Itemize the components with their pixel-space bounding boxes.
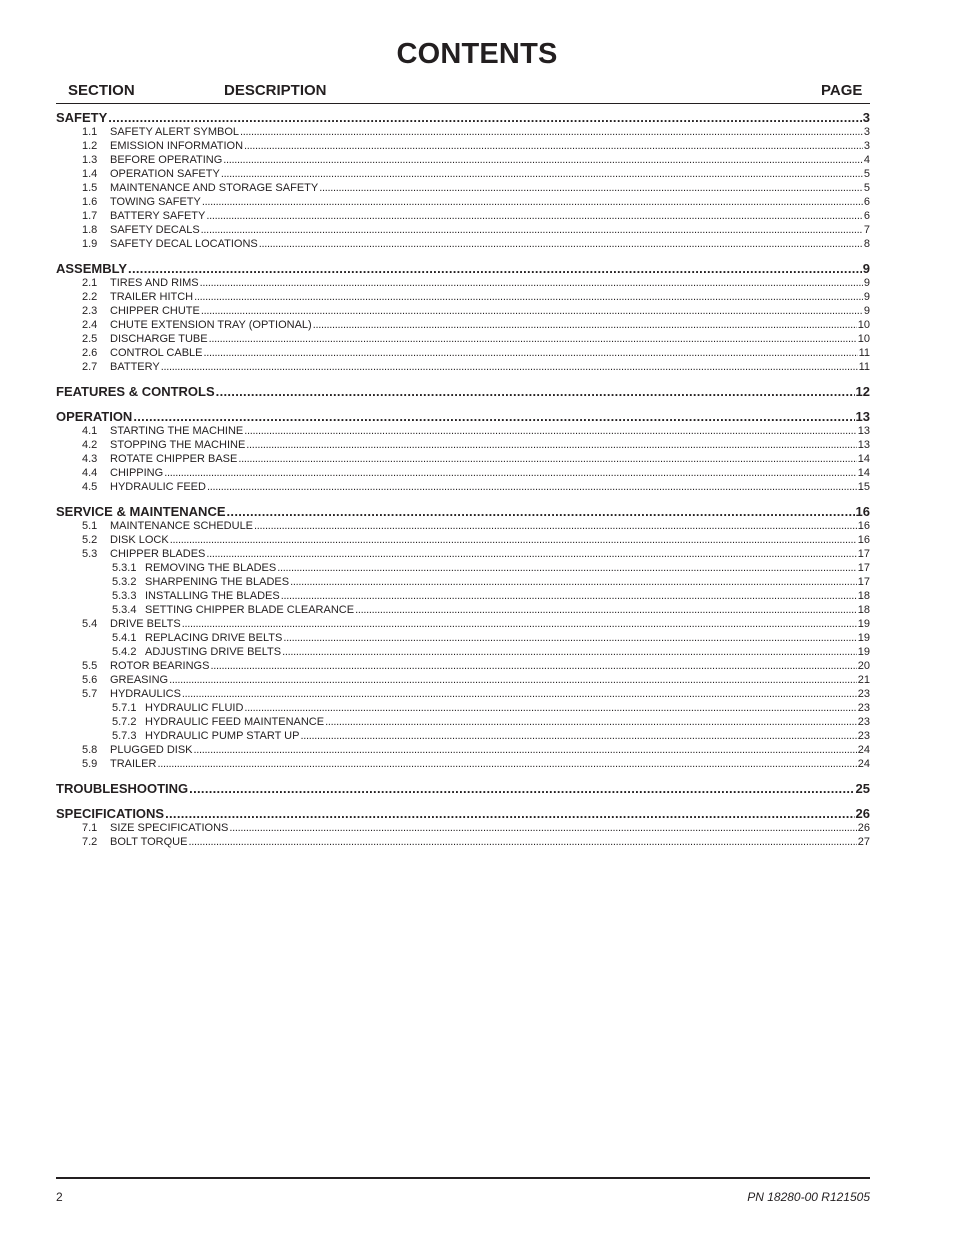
toc-subsection-entry[interactable] <box>56 304 870 318</box>
toc-subsection-entry[interactable] <box>56 673 870 687</box>
toc-subsection-number: 2.4 <box>82 319 98 331</box>
toc-subsection-page: 23 <box>857 688 870 700</box>
toc-section-page: 12 <box>855 384 870 399</box>
toc-subsection-page: 11 <box>858 347 870 359</box>
toc-section-label: SAFETY <box>56 110 108 125</box>
toc-subsection-entry[interactable] <box>56 645 870 659</box>
toc-subsection-page: 19 <box>857 618 870 630</box>
dot-leader <box>259 237 863 251</box>
dot-leader <box>238 452 856 466</box>
toc-subsection-page: 14 <box>857 467 870 479</box>
toc-subsection-number: 5.3.4 <box>112 604 137 616</box>
dot-leader <box>164 466 857 480</box>
toc-subsection-number: 5.5 <box>82 660 98 672</box>
toc-subsection-number: 1.9 <box>82 238 98 250</box>
toc-subsection-page: 19 <box>857 646 870 658</box>
toc-subsection-number: 1.2 <box>82 140 98 152</box>
dot-leader <box>189 781 854 796</box>
toc-subsection-entry[interactable] <box>56 821 870 835</box>
toc-subsection-page: 5 <box>863 182 870 194</box>
toc-subsection-label: HYDRAULIC PUMP START UP <box>145 730 300 742</box>
toc-subsection-label: BOLT TORQUE <box>110 836 188 848</box>
dot-leader <box>202 195 863 209</box>
dot-leader <box>133 409 854 424</box>
toc-subsection-entry[interactable] <box>56 195 870 209</box>
toc-subsection-label: SHARPENING THE BLADES <box>145 576 290 588</box>
dot-leader <box>244 701 856 715</box>
dot-leader <box>170 533 857 547</box>
toc-section-page: 3 <box>862 110 870 125</box>
dot-leader <box>209 332 857 346</box>
toc-subsection-page: 5 <box>863 168 870 180</box>
toc-subsection-number: 2.1 <box>82 277 98 289</box>
toc-subsection-entry[interactable] <box>56 547 870 561</box>
toc-subsection-label: SAFETY DECALS <box>110 224 200 236</box>
toc-subsection-number: 1.4 <box>82 168 98 180</box>
toc-subsection-entry[interactable] <box>56 480 870 494</box>
toc-subsection-number: 7.2 <box>82 836 98 848</box>
toc-subsection-page: 16 <box>857 520 870 532</box>
dot-leader <box>246 438 856 452</box>
dot-leader <box>200 276 863 290</box>
toc-section-label: SERVICE & MAINTENANCE <box>56 504 226 519</box>
footer-divider <box>56 1177 870 1179</box>
footer-part-number: PN 18280-00 R121505 <box>747 1190 870 1204</box>
toc-subsection-entry[interactable] <box>56 276 870 290</box>
toc-subsection-label: CHIPPING <box>110 467 164 479</box>
toc-subsection-label: DRIVE BELTS <box>110 618 181 630</box>
toc-subsection-entry[interactable] <box>56 519 870 533</box>
toc-subsection-number: 1.1 <box>82 126 98 138</box>
toc-subsection-label: CONTROL CABLE <box>110 347 203 359</box>
toc-subsection-number: 5.7.2 <box>112 716 137 728</box>
toc-subsection-entry[interactable] <box>56 223 870 237</box>
toc-subsection-page: 18 <box>857 604 870 616</box>
dot-leader <box>210 659 856 673</box>
toc-section-label: SPECIFICATIONS <box>56 806 165 821</box>
toc-subsection-number: 5.9 <box>82 758 98 770</box>
toc-subsection-label: HYDRAULICS <box>110 688 181 700</box>
dot-leader <box>244 139 863 153</box>
toc-subsection-page: 23 <box>857 730 870 742</box>
toc-subsection-number: 1.3 <box>82 154 98 166</box>
toc-subsection-label: ROTOR BEARINGS <box>110 660 210 672</box>
toc-section-page: 16 <box>855 504 870 519</box>
dot-leader <box>319 181 863 195</box>
toc-subsection-label: PLUGGED DISK <box>110 744 193 756</box>
toc-subsection-entry[interactable] <box>56 139 870 153</box>
dot-leader <box>188 835 856 849</box>
toc-section-entry[interactable] <box>56 384 870 399</box>
toc-subsection-label: ROTATE CHIPPER BASE <box>110 453 238 465</box>
toc-subsection-entry[interactable] <box>56 631 870 645</box>
toc-subsection-number: 2.2 <box>82 291 98 303</box>
toc-subsection-page: 13 <box>857 439 870 451</box>
toc-subsection-label: GREASING <box>110 674 169 686</box>
toc-subsection-label: BEFORE OPERATING <box>110 154 223 166</box>
toc-subsection-entry[interactable] <box>56 729 870 743</box>
dot-leader <box>227 504 855 519</box>
toc-subsection-label: CHIPPER CHUTE <box>110 305 200 317</box>
toc-subsection-page: 9 <box>863 305 870 317</box>
toc-subsection-number: 2.6 <box>82 347 98 359</box>
toc-subsection-label: DISK LOCK <box>110 534 169 546</box>
toc-subsection-label: TRAILER HITCH <box>110 291 194 303</box>
toc-subsection-entry[interactable] <box>56 835 870 849</box>
toc-subsection-page: 6 <box>863 196 870 208</box>
toc-subsection-number: 5.4.1 <box>112 632 137 644</box>
toc-subsection-entry[interactable] <box>56 687 870 701</box>
toc-section-label: TROUBLESHOOTING <box>56 781 189 796</box>
toc-subsection-label: TIRES AND RIMS <box>110 277 199 289</box>
toc-subsection-label: SAFETY ALERT SYMBOL <box>110 126 239 138</box>
dot-leader <box>281 589 857 603</box>
toc-subsection-page: 14 <box>857 453 870 465</box>
dot-leader <box>201 304 863 318</box>
dot-leader <box>325 715 857 729</box>
toc-subsection-entry[interactable] <box>56 318 870 332</box>
toc-subsection-page: 9 <box>863 291 870 303</box>
toc-section-entry[interactable] <box>56 781 870 796</box>
toc-subsection-page: 3 <box>863 140 870 152</box>
toc-section-page: 26 <box>855 806 870 821</box>
dot-leader <box>206 209 863 223</box>
toc-subsection-entry[interactable] <box>56 617 870 631</box>
toc-subsection-number: 2.7 <box>82 361 98 373</box>
toc-subsection-number: 5.7.1 <box>112 702 137 714</box>
toc-subsection-entry[interactable] <box>56 533 870 547</box>
toc-subsection-entry[interactable] <box>56 659 870 673</box>
toc-subsection-page: 9 <box>863 277 870 289</box>
toc-subsection-entry[interactable] <box>56 125 870 139</box>
dot-leader <box>194 290 863 304</box>
dot-leader <box>355 603 857 617</box>
toc-subsection-label: STOPPING THE MACHINE <box>110 439 246 451</box>
toc-subsection-entry[interactable] <box>56 757 870 771</box>
toc-subsection-label: BATTERY <box>110 361 160 373</box>
dot-leader <box>182 687 857 701</box>
toc-subsection-page: 17 <box>857 562 870 574</box>
toc-subsection-entry[interactable] <box>56 209 870 223</box>
toc-subsection-number: 5.3.1 <box>112 562 137 574</box>
toc-subsection-page: 26 <box>857 822 870 834</box>
toc-subsection-page: 18 <box>857 590 870 602</box>
toc-subsection-entry[interactable] <box>56 743 870 757</box>
toc-subsection-number: 4.2 <box>82 439 98 451</box>
dot-leader <box>282 645 857 659</box>
toc-subsection-page: 24 <box>857 744 870 756</box>
toc-subsection-entry[interactable] <box>56 452 870 466</box>
toc-subsection-number: 1.5 <box>82 182 98 194</box>
dot-leader <box>313 318 857 332</box>
toc-subsection-label: SAFETY DECAL LOCATIONS <box>110 238 258 250</box>
dot-leader <box>157 757 856 771</box>
toc-subsection-label: CHIPPER BLADES <box>110 548 206 560</box>
toc-subsection-page: 10 <box>857 333 870 345</box>
toc-subsection-label: DISCHARGE TUBE <box>110 333 208 345</box>
toc-subsection-number: 4.3 <box>82 453 98 465</box>
dot-leader <box>221 167 863 181</box>
dot-leader <box>277 561 857 575</box>
dot-leader <box>169 673 857 687</box>
toc-subsection-number: 1.6 <box>82 196 98 208</box>
toc-section-page: 9 <box>862 261 870 276</box>
toc-subsection-entry[interactable] <box>56 575 870 589</box>
toc-subsection-label: TRAILER <box>110 758 157 770</box>
dot-leader <box>194 743 857 757</box>
dot-leader <box>182 617 857 631</box>
toc-subsection-page: 23 <box>857 716 870 728</box>
toc-subsection-number: 4.4 <box>82 467 98 479</box>
toc-subsection-page: 16 <box>857 534 870 546</box>
toc-subsection-label: INSTALLING THE BLADES <box>145 590 280 602</box>
toc-subsection-page: 21 <box>857 674 870 686</box>
toc-subsection-page: 23 <box>857 702 870 714</box>
footer-page-number: 2 <box>56 1190 63 1204</box>
toc-subsection-number: 1.8 <box>82 224 98 236</box>
toc-subsection-page: 19 <box>857 632 870 644</box>
toc-section-entry[interactable] <box>56 504 870 519</box>
dot-leader <box>161 360 858 374</box>
toc-subsection-label: HYDRAULIC FLUID <box>145 702 244 714</box>
toc-subsection-number: 5.4 <box>82 618 98 630</box>
toc-subsection-page: 10 <box>857 319 870 331</box>
dot-leader <box>108 110 861 125</box>
dot-leader <box>207 480 857 494</box>
toc-subsection-label: SIZE SPECIFICATIONS <box>110 822 229 834</box>
toc-subsection-entry[interactable] <box>56 332 870 346</box>
toc-subsection-label: BATTERY SAFETY <box>110 210 206 222</box>
toc-subsection-label: MAINTENANCE AND STORAGE SAFETY <box>110 182 319 194</box>
toc-subsection-page: 4 <box>863 154 870 166</box>
dot-leader <box>206 547 856 561</box>
toc-subsection-label: HYDRAULIC FEED MAINTENANCE <box>145 716 325 728</box>
dot-leader <box>216 384 855 399</box>
toc-subsection-label: TOWING SAFETY <box>110 196 201 208</box>
toc-subsection-number: 5.3.3 <box>112 590 137 602</box>
header-divider <box>56 103 870 104</box>
dot-leader <box>300 729 856 743</box>
toc-subsection-label: REMOVING THE BLADES <box>145 562 277 574</box>
dot-leader <box>201 223 863 237</box>
toc-subsection-entry[interactable] <box>56 561 870 575</box>
toc-subsection-number: 5.3 <box>82 548 98 560</box>
toc-section-page: 25 <box>855 781 870 796</box>
toc-subsection-number: 5.7.3 <box>112 730 137 742</box>
toc-subsection-number: 5.4.2 <box>112 646 137 658</box>
toc-section-entry[interactable] <box>56 261 870 276</box>
toc-subsection-entry[interactable] <box>56 237 870 251</box>
toc-subsection-label: OPERATION SAFETY <box>110 168 220 180</box>
toc-subsection-page: 17 <box>857 576 870 588</box>
dot-leader <box>229 821 856 835</box>
toc-subsection-page: 17 <box>857 548 870 560</box>
toc-subsection-number: 4.1 <box>82 425 98 437</box>
dot-leader <box>223 153 863 167</box>
toc-subsection-number: 1.7 <box>82 210 98 222</box>
toc-subsection-page: 24 <box>857 758 870 770</box>
toc-subsection-number: 5.6 <box>82 674 98 686</box>
page-title: CONTENTS <box>396 38 558 70</box>
dot-leader <box>244 424 857 438</box>
toc-section-label: OPERATION <box>56 409 133 424</box>
toc-subsection-entry[interactable] <box>56 360 870 374</box>
toc-subsection-entry[interactable] <box>56 424 870 438</box>
toc-subsection-page: 8 <box>863 238 870 250</box>
toc-section-label: FEATURES & CONTROLS <box>56 384 215 399</box>
toc-subsection-label: ADJUSTING DRIVE BELTS <box>145 646 282 658</box>
dot-leader <box>204 346 858 360</box>
toc-section-entry[interactable] <box>56 806 870 821</box>
toc-section-page: 13 <box>855 409 870 424</box>
description-column-header: DESCRIPTION <box>224 82 327 99</box>
dot-leader <box>128 261 862 276</box>
toc-subsection-number: 5.2 <box>82 534 98 546</box>
toc-subsection-page: 3 <box>863 126 870 138</box>
toc-subsection-page: 20 <box>857 660 870 672</box>
toc-subsection-number: 2.5 <box>82 333 98 345</box>
toc-subsection-number: 5.1 <box>82 520 98 532</box>
toc-subsection-entry[interactable] <box>56 589 870 603</box>
toc-subsection-number: 5.7 <box>82 688 98 700</box>
toc-subsection-page: 13 <box>857 425 870 437</box>
toc-section-entry[interactable] <box>56 409 870 424</box>
toc-subsection-number: 2.3 <box>82 305 98 317</box>
toc-subsection-page: 27 <box>857 836 870 848</box>
page-column-header: PAGE <box>821 82 863 99</box>
toc-subsection-label: REPLACING DRIVE BELTS <box>145 632 283 644</box>
toc-subsection-entry[interactable] <box>56 181 870 195</box>
toc-subsection-entry[interactable] <box>56 346 870 360</box>
toc-subsection-page: 6 <box>863 210 870 222</box>
dot-leader <box>240 125 863 139</box>
toc-subsection-label: HYDRAULIC FEED <box>110 481 206 493</box>
toc-subsection-label: SETTING CHIPPER BLADE CLEARANCE <box>145 604 355 616</box>
dot-leader <box>283 631 856 645</box>
toc-subsection-page: 7 <box>863 224 870 236</box>
toc-subsection-entry[interactable] <box>56 153 870 167</box>
toc-subsection-label: EMISSION INFORMATION <box>110 140 244 152</box>
toc-subsection-entry[interactable] <box>56 466 870 480</box>
toc-subsection-label: STARTING THE MACHINE <box>110 425 244 437</box>
toc-subsection-page: 15 <box>857 481 870 493</box>
toc-section-label: ASSEMBLY <box>56 261 128 276</box>
toc-subsection-entry[interactable] <box>56 167 870 181</box>
toc-subsection-number: 4.5 <box>82 481 98 493</box>
toc-subsection-entry[interactable] <box>56 603 870 617</box>
toc-subsection-label: CHUTE EXTENSION TRAY (OPTIONAL) <box>110 319 312 331</box>
dot-leader <box>165 806 854 821</box>
dot-leader <box>254 519 857 533</box>
toc-section-entry[interactable] <box>56 110 870 125</box>
toc-subsection-entry[interactable] <box>56 438 870 452</box>
toc-subsection-number: 7.1 <box>82 822 98 834</box>
table-of-contents <box>56 108 870 849</box>
toc-subsection-entry[interactable] <box>56 715 870 729</box>
dot-leader <box>290 575 857 589</box>
toc-subsection-number: 5.3.2 <box>112 576 137 588</box>
toc-subsection-label: MAINTENANCE SCHEDULE <box>110 520 254 532</box>
toc-subsection-entry[interactable] <box>56 290 870 304</box>
section-column-header: SECTION <box>68 82 135 99</box>
toc-subsection-number: 5.8 <box>82 744 98 756</box>
toc-subsection-entry[interactable] <box>56 701 870 715</box>
toc-subsection-page: 11 <box>858 361 870 373</box>
